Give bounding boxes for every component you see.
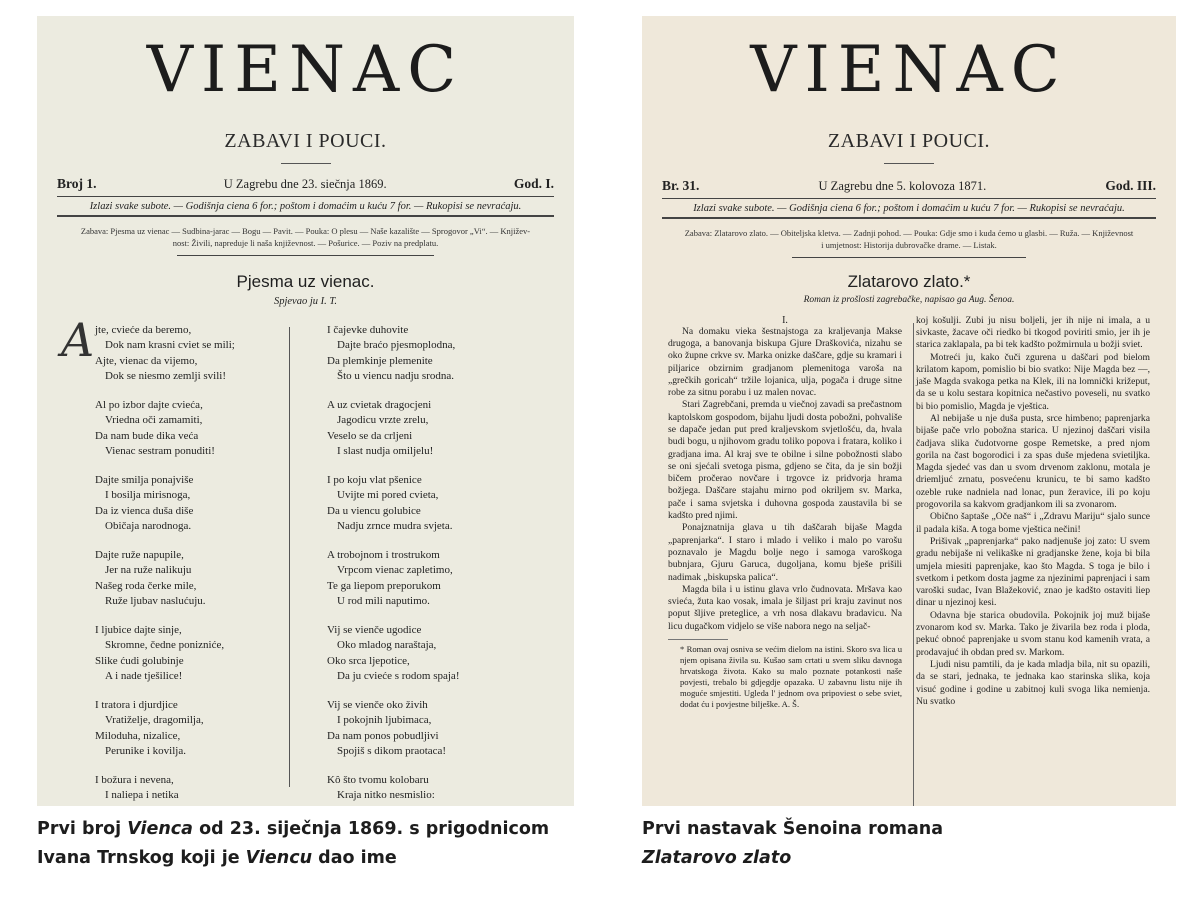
paragraph: Motreći ju, kako čuči zgurena u daščari pod bielom krilatom kapom, pomislio bi bio svatko: Nije Magda bez —, jaše Magda svakoga petka na Klek, ili na lomnički križeput, da se u kolu sestara kopitnica nečastivo poveseli, nu svatko bi bio pomislio, Magda je vještica. — [916, 351, 1150, 412]
paragraph: Odavna bje starica obudovila. Pokojnik joj muž bijaše zvonarom kod sv. Marka. Tako je živarila bez roda i ploda, pekuć obnoć paprenjake u svom stanu kod kamenih vrata, a prodavajuć ih obdan pred sv. Markom. — [916, 609, 1150, 658]
issue-number: Br. 31. — [662, 178, 700, 193]
poem-line: Dok nam krasni cviet se mili; — [105, 339, 235, 352]
poem-line: I tratora i djurdjice — [95, 698, 178, 711]
poem-line: Vienac sestram ponuditi! — [105, 445, 215, 458]
poem-stanza — [327, 773, 574, 806]
year-label: God. I. — [513, 176, 554, 191]
poem-line: Dajte braćo pjesmoplodna, — [337, 339, 456, 352]
caption-italic: Vienca — [127, 819, 193, 839]
poem-line: A uz cvietak dragocjeni — [327, 398, 432, 411]
poem-line: I ljubice dajte sinje, — [95, 623, 182, 636]
poem-line: Jagodicu vrzte zrelu, — [337, 414, 429, 427]
poem-line: Dok se niesmo zemlji svili! — [105, 370, 226, 383]
poem-line: Nadju zrnce mudra svjeta. — [337, 520, 453, 533]
poem-line: jte, cvieće da beremo, — [95, 323, 192, 336]
poem-line: Perunike i kovilja. — [105, 745, 186, 758]
contents-line: Zabava: Pjesma uz vienac — Sudbina-jarac — Bogu — Pavit. — Pouka: O plesu — Naše kazalište — Sprogovor „Vi“. — Književ- — [80, 226, 531, 236]
poem-line: U rod mili naputimo. — [337, 595, 430, 608]
poem-stanza — [95, 773, 277, 806]
poem-line: A trobojnom i trostrukom — [327, 548, 440, 561]
novel-subtitle: Roman iz prošlosti zagrebačke, napisao ga Aug. Šenoa. — [803, 294, 1015, 305]
poem-line: I bosilja mirisnoga, — [105, 489, 191, 502]
masthead: VIENAC — [750, 33, 1068, 107]
poem-stanza — [95, 473, 277, 535]
divider — [884, 163, 934, 164]
column-divider — [913, 323, 914, 806]
masthead-subtitle: ZABAVI I POUCI. — [224, 130, 387, 152]
poem-line: A i nade tješilice! — [105, 670, 183, 683]
place-date: U Zagrebu dne 23. siečnja 1869. — [223, 177, 387, 191]
poem-stanza — [327, 698, 574, 760]
poem-line: Vratiželje, dragomilja, — [105, 714, 204, 727]
poem-column-right — [277, 323, 574, 806]
poem-line: Da iz vienca duša diše — [95, 504, 194, 517]
divider — [57, 196, 554, 197]
poem-line: I naliepa i netika — [105, 789, 179, 802]
publication-info: Izlazi svake subote. — Godišnja ciena 6 for.; poštom i domaćim u kuću 7 for. — Rukopisi se nevraćaju. — [89, 201, 522, 212]
divider — [792, 257, 1026, 258]
poem-line: Kraja nitko nesmislio: — [337, 789, 435, 802]
issue-number: Broj 1. — [57, 176, 97, 191]
poem-line: I po koju vlat pšenice — [327, 473, 422, 486]
caption-italic: Viencu — [245, 848, 313, 868]
poem-line: Da plemkinje plemenite — [327, 354, 433, 367]
poem-stanza — [95, 698, 277, 760]
poem-line: Miloduha, nizalice, — [95, 729, 181, 742]
poem-line: Ajte, vienac da vijemo, — [95, 354, 198, 367]
divider — [57, 215, 554, 217]
paragraph: Stari Zagrebčani, premda u viečnoj zavadi sa prečastnom kaptolskom gospodom, bijahu ljudi dosta pobožni, pohvališe se dapače jedan put pred kraljevskom svjetlošću, da, hvala budi bogu, u njihovom gradu toliko popova i fratara, koliko i gradjana ima. Al kraj sve te obilne i silne pobožnosti slabo se oni sjećali svetoga pisma, gdjeno se čita, da je sin božji bičem pročerao novčare i trgovce iz pridvorja hrama božjega. Daščare stajahu mirno pod okriljem sv. Marka, pače i sama svjetska i duhovna gospoda zaustavila bi se kadšto pred njimi. — [668, 399, 902, 522]
poem-line: Ruže ljubav naslućuju. — [105, 595, 206, 608]
poem-line: Dajte smilja ponajviše — [95, 473, 194, 486]
divider — [668, 639, 728, 640]
year-label: God. III. — [1105, 178, 1156, 193]
poem-line: Vij se vienče ugodice — [327, 623, 422, 636]
newspaper-page-issue-31 — [642, 16, 1176, 806]
poem-stanza — [61, 312, 277, 385]
poem-stanza — [95, 398, 277, 460]
novel-title: Zlatarovo zlato.* — [847, 271, 971, 291]
footnote: * Roman ovaj osniva se većim dielom na istini. Skoro sva lica u njem opisana živila su. Kušao sam crtati u svem sliku davnoga hrvatskoga života. Kako su malo poznate potankosti naše povjesti, trebalo bi gdjegdje opazaka. U zabavnu listu nije ih moguće smjestiti. Ugleda l' jednom ova pripoviest o sebe sviet, dodat ću i povjestne bilješke. A. Š. — [680, 644, 902, 710]
paragraph: Na domaku vieka šestnajstoga za kraljevanja Makse drugoga, a banovanja biskupa Gjure Draškovića, nizahu se oko župne crkve sv. Marka onizke daščare, gdje su kramari i piljarice obzirnim gradjanom plemenitoga varoša na „grečkih goricah“ tržile lojanica, ulja, pogača i druge sitne robe za sitnu porabu i uz malen novac. — [668, 325, 902, 399]
paragraph: Ljudi nisu pamtili, da je kada mladja bila, nit su opazili, da se stari, jednaka, te jednaka kao starinska slika, koja visuć godine i godine u zabitnoj kuli svoga lika nemienja. Nu svatko — [916, 658, 1150, 707]
masthead: VIENAC — [146, 33, 465, 107]
contents-list — [668, 227, 1150, 252]
caption-text: dao ime — [312, 848, 397, 868]
paragraph: Al nebijaše u nje duša pusta, srce himbeno; paprenjarka bijaše pače vrlo pobožna starica. U njezinoj daščari visila čadjava slika čudotvorne gospe Remetske, a pred njom gorila na čast bogorodici i za spas duše mjedena svietiljka. Magda sjedeć vas dan u svom drvenom zaklonu, motala je driemljuć zrnatu, posvećenu krunicu, te bi samo kadšto ozeble ruke nadniela nad lonac, pun žeravice, ili po koju progovorila sa kakvom gradjankom ili sa zvonarom. — [916, 413, 1150, 511]
caption-text: od 23. siječnja 1869. s prigodnicom Ivana Trnskog koji je — [37, 819, 550, 868]
poem-line: Da ju cvieće s rodom spaja! — [337, 670, 460, 683]
poem-stanza — [95, 548, 277, 610]
divider — [662, 198, 1156, 199]
poem-line: Jer na ruže nalikuju — [105, 564, 192, 577]
divider — [281, 163, 331, 164]
novel-column-left — [668, 315, 902, 710]
paragraph: Obično šaptaše „Oče naš“ i „Zdravu Mariju“ sjalo sunce il padala kiša. A toga bome vještica nečini! — [916, 511, 1150, 535]
masthead-subtitle: ZABAVI I POUCI. — [827, 130, 991, 152]
poem-stanza — [327, 398, 574, 460]
poem-line — [95, 804, 277, 806]
poem-title: Pjesma uz vienac. — [236, 271, 375, 291]
poem-line: Uvijte mi pored cvieta, — [337, 489, 439, 502]
caption-right — [642, 815, 1182, 873]
caption-left — [37, 815, 597, 873]
poem-line: Da u viencu golubice — [327, 504, 421, 517]
novel-body — [668, 315, 1150, 710]
poem-stanza — [95, 623, 277, 685]
poem-line: I slast nudja omiljelu! — [337, 445, 434, 458]
paragraph: Prišivak „paprenjarka“ pako nadjenuše joj zato: U svem gradu nebijaše ni velikaške ni gradjanske žene, koja bi bila umjela miesiti paprenjake, kao što Magda. S toga je bilo i svetkom i petkom dosta jagme za njezinimi paprenjaci i sam varoški sudac, Ivan Blažeković, znao je kadšto ostaviti liep dinar u njezinoj kesi. — [916, 535, 1150, 609]
caption-text: Prvi broj — [37, 819, 128, 839]
contents-list — [63, 225, 548, 250]
poem-line: Oko mladog naraštaja, — [337, 639, 437, 652]
issue-info-row — [662, 178, 1156, 194]
poem-line: Da nam ponos pobudljivi — [327, 729, 439, 742]
poem-line: Spojiš s dikom praotaca! — [337, 745, 447, 758]
poem-byline: Spjevao ju I. T. — [273, 295, 338, 307]
issue-info-row — [57, 176, 554, 192]
divider — [177, 255, 434, 256]
poem-line: Slike ćudi golubinje — [95, 654, 184, 667]
publication-info: Izlazi svake subote. — Godišnja ciena 6 for.; poštom i domaćim u kuću 7 for. — Rukopisi se nevraćaju. — [693, 203, 1125, 214]
poem-line: Veselo se da crljeni — [327, 429, 413, 442]
poem-line: Vij se vienče oko živih — [327, 698, 428, 711]
poem-stanza — [327, 473, 574, 535]
poem-line: Te ga liepom preporukom — [327, 579, 441, 592]
poem-stanza — [327, 623, 574, 685]
paragraph: koj košulji. Zubi ju nisu boljeli, jer ih nije ni imala, a u sivkaste, žacave oči riedko bi tkogod poviriti smio, jer ih je starica zaklapala, pa bi tek kadšto požmirnula u božji sviet. — [916, 314, 1150, 351]
poem-line: Vrpcom vienac zapletimo, — [337, 564, 453, 577]
place-date: U Zagrebu dne 5. kolovoza 1871. — [818, 179, 987, 193]
newspaper-page-issue-1 — [37, 16, 574, 806]
poem-column-left — [37, 312, 277, 806]
poem-line: I božura i nevena, — [95, 773, 174, 786]
chapter-heading: I. — [782, 314, 788, 326]
contents-line: Zabava: Zlatarovo zlato. — Obiteljska kletva. — Zadnji pohod. — Pouka: Gdje smo i kuda ćemo u glasbi. — Ruža. — Književnost — [684, 228, 1134, 238]
prose-right — [916, 315, 1150, 709]
divider — [662, 217, 1156, 219]
poem-line: Kô što tvomu kolobaru — [327, 773, 429, 786]
contents-line: i umjetnost: Historija dubrovačke drame. — Listak. — [821, 240, 997, 251]
poem-line: Oko srca ljepotice, — [327, 654, 410, 667]
poem-line: I pokojnih ljubimaca, — [337, 714, 432, 727]
paragraph: Magda bila i u istinu glava vrlo čudnovata. Mršava kao svieća, žuta kao vosak, imala je šiljast pri kraju zavinut nos poput šljive preteglice, a vrh nosa dlakavu bradavicu. Na licu dugačkom vidjelo se više nabora nego na seljač- — [668, 583, 902, 632]
poem-line: Da nam bude dika veća — [95, 429, 199, 442]
caption-italic: Zlatarovo zlato — [642, 848, 792, 868]
poem-line: Što u viencu nadju srodna. — [337, 370, 455, 383]
contents-line: nost: Živili, napreduje li naša književnost. — Pošurice. — Poziv na predplatu. — [172, 238, 439, 249]
novel-column-right — [916, 315, 1150, 710]
poem-line: Našeg roda čerke mile, — [95, 579, 197, 592]
poem-body — [37, 312, 574, 806]
poem-line — [327, 804, 574, 806]
prose-left — [668, 326, 902, 633]
poem-line: Skromne, čedne ponizniće, — [105, 639, 225, 652]
poem-line: Al po izbor dajte cvieća, — [95, 398, 203, 411]
column-divider — [289, 327, 290, 787]
caption-text: Prvi nastavak Šenoina romana — [642, 819, 944, 839]
ornamental-drop-cap: A — [61, 312, 95, 367]
poem-line: Vriedna oči zamamiti, — [105, 414, 203, 427]
poem-stanza — [327, 548, 574, 610]
poem-line: Običaja narodnoga. — [105, 520, 192, 533]
paragraph: Ponajznatnija glava u tih daščarah bijaše Magda „paprenjarka“. I staro i mlado i veliko i malo po varošu poznavalo je Magdu bolje nego i samoga varoškoga bubnjara, Gjuru Garuca, dugoljana, komu bješe prišili nadimak „biskupska palica“. — [668, 522, 902, 583]
poem-line: Dajte ruže napupile, — [95, 548, 184, 561]
poem-stanza — [327, 323, 574, 385]
poem-line: I čajevke duhovite — [327, 323, 409, 336]
